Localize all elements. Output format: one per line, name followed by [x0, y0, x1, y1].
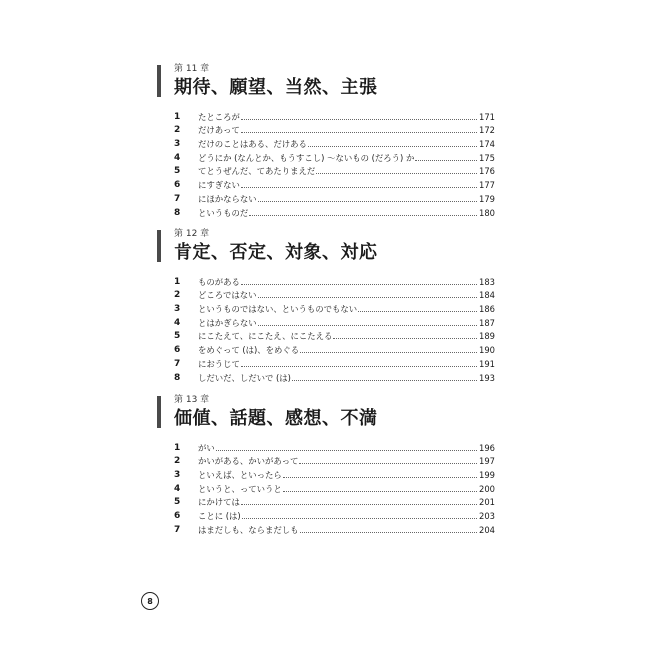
dot-leader — [241, 504, 477, 505]
entry-number: 3 — [174, 304, 181, 315]
chapter-heading — [157, 395, 495, 433]
entry-title: にかけては — [198, 497, 240, 508]
chapter-title: 期待、願望、当然、主張 — [174, 77, 378, 98]
dot-leader — [299, 463, 477, 464]
entry-page: 177 — [479, 180, 495, 191]
entry-page: 186 — [479, 304, 495, 315]
chapter-accent-bar — [157, 396, 161, 428]
dot-leader — [308, 146, 477, 147]
entry-page: 175 — [479, 152, 495, 163]
entry-page: 200 — [479, 483, 495, 494]
chapter-11 — [157, 64, 495, 218]
chapter-number: 第 12 章 — [174, 229, 210, 239]
entry-number: 1 — [174, 111, 181, 122]
entry-title: といえば、といったら — [198, 470, 282, 481]
entry-number: 4 — [174, 483, 181, 494]
entry-title: とはかぎらない — [198, 317, 257, 328]
entry-number: 8 — [174, 207, 181, 218]
entry-page: 204 — [479, 524, 495, 535]
entry-number: 5 — [174, 166, 181, 177]
dot-leader — [241, 284, 477, 285]
chapter-heading — [157, 64, 495, 102]
entry-title: におうじて — [198, 358, 240, 369]
dot-leader — [283, 491, 477, 492]
toc-entry[interactable] — [174, 190, 495, 204]
entry-title: というものだ — [198, 207, 249, 218]
entry-title: かいがある、かいがあって — [198, 456, 299, 467]
chapter-title: 価値、話題、感想、不満 — [174, 408, 378, 429]
entry-page: 189 — [479, 331, 495, 342]
entry-title: どころではない — [198, 290, 257, 301]
chapter-accent-bar — [157, 65, 161, 97]
entry-page: 183 — [479, 276, 495, 287]
toc-entry[interactable] — [174, 108, 495, 122]
dot-leader — [241, 366, 477, 367]
dot-leader — [415, 160, 477, 161]
entry-page: 201 — [479, 497, 495, 508]
toc-entry[interactable] — [174, 163, 495, 177]
entry-title: ことに (は) — [198, 511, 241, 522]
entry-page: 203 — [479, 511, 495, 522]
entry-page: 197 — [479, 456, 495, 467]
toc-entry[interactable] — [174, 480, 495, 494]
dot-leader — [216, 450, 477, 451]
entry-number: 1 — [174, 276, 181, 287]
toc-entry[interactable] — [174, 300, 495, 314]
toc-entry[interactable] — [174, 507, 495, 521]
entry-number: 7 — [174, 358, 181, 369]
chapter-accent-bar — [157, 230, 161, 262]
entry-number: 2 — [174, 125, 181, 136]
entry-page: 191 — [479, 358, 495, 369]
entry-number: 3 — [174, 139, 181, 150]
toc-entry[interactable] — [174, 176, 495, 190]
toc-entry[interactable] — [174, 135, 495, 149]
dot-leader — [316, 173, 477, 174]
entry-title: たところが — [198, 111, 240, 122]
entry-title: にこたえて、にこたえ、にこたえる — [198, 331, 333, 342]
chapter-heading — [157, 229, 495, 267]
entry-title: をめぐって (は)、をめぐる — [198, 345, 300, 356]
toc-entry[interactable] — [174, 466, 495, 480]
entry-number: 4 — [174, 317, 181, 328]
toc-entry[interactable] — [174, 314, 495, 328]
toc-entry[interactable] — [174, 439, 495, 453]
toc-entry[interactable] — [174, 204, 495, 218]
toc-entry[interactable] — [174, 521, 495, 535]
chapter-number: 第 13 章 — [174, 395, 210, 405]
entry-title: だけのことはある、だけある — [198, 139, 307, 150]
entry-title: てとうぜんだ、てあたりまえだ — [198, 166, 316, 177]
entry-page: 193 — [479, 372, 495, 383]
entry-page: 172 — [479, 125, 495, 136]
toc-entry-list — [157, 273, 495, 383]
entry-page: 171 — [479, 111, 495, 122]
entry-title: しだいだ、しだいで (は) — [198, 372, 291, 383]
toc-entry[interactable] — [174, 369, 495, 383]
toc-entry[interactable] — [174, 453, 495, 467]
dot-leader — [333, 338, 477, 339]
toc-entry[interactable] — [174, 341, 495, 355]
chapter-number: 第 11 章 — [174, 64, 210, 74]
page-number: 8 — [141, 592, 159, 610]
toc-entry[interactable] — [174, 287, 495, 301]
entry-page: 174 — [479, 139, 495, 150]
chapter-13 — [157, 395, 495, 535]
toc-entry[interactable] — [174, 494, 495, 508]
entry-title: はまだしも、ならまだしも — [198, 524, 299, 535]
entry-number: 8 — [174, 372, 181, 383]
entry-title: がい — [198, 442, 215, 453]
entry-title: というと、っていうと — [198, 483, 282, 494]
dot-leader — [241, 187, 477, 188]
entry-number: 4 — [174, 152, 181, 163]
entry-title: ものがある — [198, 276, 240, 287]
entry-page: 176 — [479, 166, 495, 177]
toc-entry-list — [157, 108, 495, 218]
entry-number: 2 — [174, 290, 181, 301]
entry-title: というものではない、というものでもない — [198, 304, 358, 315]
entry-number: 6 — [174, 180, 181, 191]
dot-leader — [258, 297, 477, 298]
dot-leader — [292, 380, 477, 381]
entry-page: 187 — [479, 317, 495, 328]
entry-page: 190 — [479, 345, 495, 356]
toc-entry[interactable] — [174, 273, 495, 287]
entry-number: 5 — [174, 331, 181, 342]
entry-number: 7 — [174, 524, 181, 535]
entry-title: どうにか (なんとか、もうすこし) ～ないもの (だろう) か — [198, 152, 415, 163]
dot-leader — [283, 477, 477, 478]
entry-page: 179 — [479, 193, 495, 204]
dot-leader — [249, 215, 477, 216]
toc-entry[interactable] — [174, 355, 495, 369]
entry-page: 199 — [479, 470, 495, 481]
dot-leader — [300, 352, 477, 353]
entry-number: 6 — [174, 511, 181, 522]
toc-entry[interactable] — [174, 122, 495, 136]
dot-leader — [241, 132, 477, 133]
entry-page: 184 — [479, 290, 495, 301]
chapter-12 — [157, 229, 495, 383]
dot-leader — [258, 325, 477, 326]
entry-number: 2 — [174, 456, 181, 467]
dot-leader — [241, 119, 477, 120]
dot-leader — [358, 311, 477, 312]
chapter-title: 肯定、否定、対象、対応 — [174, 242, 378, 263]
toc-entry[interactable] — [174, 328, 495, 342]
entry-number: 6 — [174, 345, 181, 356]
entry-title: にすぎない — [198, 180, 240, 191]
entry-number: 1 — [174, 442, 181, 453]
entry-number: 3 — [174, 470, 181, 481]
toc-entry[interactable] — [174, 149, 495, 163]
toc-entry-list — [157, 439, 495, 535]
dot-leader — [258, 201, 477, 202]
entry-page: 180 — [479, 207, 495, 218]
entry-number: 5 — [174, 497, 181, 508]
entry-title: だけあって — [198, 125, 240, 136]
entry-number: 7 — [174, 193, 181, 204]
dot-leader — [300, 532, 478, 533]
entry-page: 196 — [479, 442, 495, 453]
entry-title: にほかならない — [198, 193, 257, 204]
dot-leader — [242, 518, 477, 519]
